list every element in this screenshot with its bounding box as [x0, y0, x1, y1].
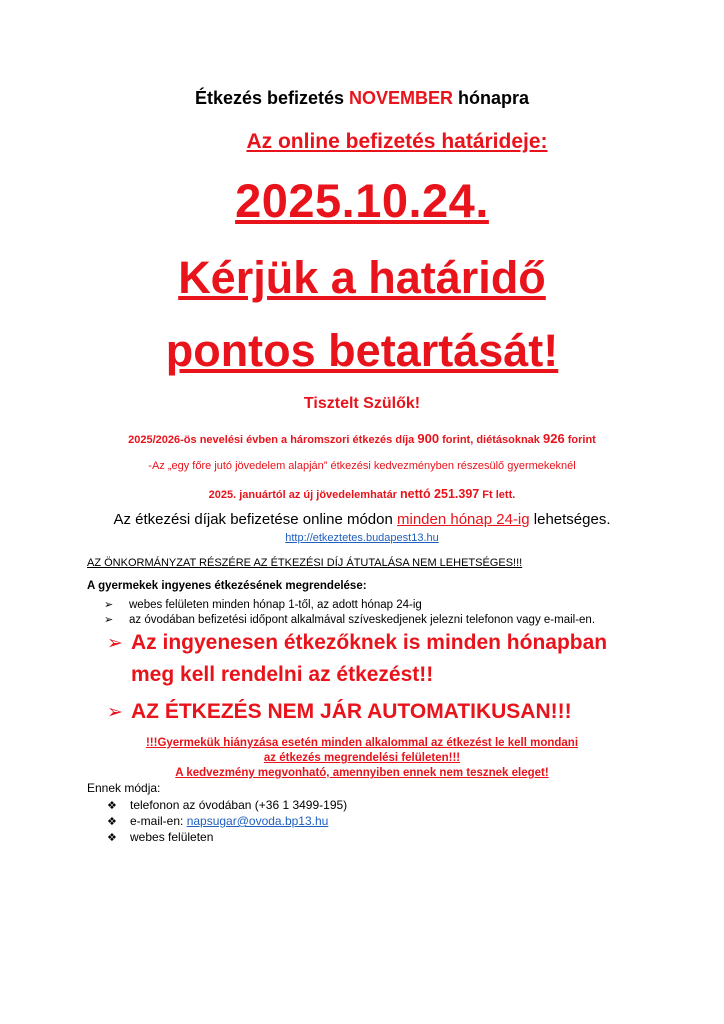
income-threshold	[0, 487, 724, 501]
method-item-email	[107, 814, 328, 828]
absence-warning-line-1: !!!Gyermekük hiányzása esetén minden alkalommal az étkezést le kell mondani	[145, 737, 579, 749]
price-text-2: forint, diétásoknak	[439, 434, 543, 446]
free-meal-bullet-text: webes felületen minden hónap 1-től, az adott hónap 24-ig	[129, 599, 422, 611]
request-line-1: Kérjük a határidő	[178, 252, 546, 303]
method-web-text: webes felületen	[130, 830, 214, 844]
absence-warning-line-2: az étkezés megrendelési felületen!!!	[263, 752, 461, 764]
method-heading: Ennek módja:	[87, 781, 161, 795]
free-meal-bullet-text: az óvodában befizetési időpont alkalmával szíveskedjenek jelezni telefonon vagy e-mail-en.	[129, 614, 596, 626]
method-item-phone	[107, 798, 347, 812]
four-diamond-bullet-icon: ❖	[107, 832, 117, 844]
arrowhead-bullet-icon: ➢	[104, 599, 114, 611]
order-required-line-1: Az ingyenesen étkezőknek is minden hónapban	[131, 631, 608, 654]
method-phone-text: telefonon az óvodában (+36 1 3499-195)	[130, 798, 348, 812]
request-line-2: pontos betartását!	[165, 325, 559, 376]
deadline-heading: Az online befizetés határideje:	[246, 130, 548, 153]
payment-url-link[interactable]: http://etkeztetes.budapest13.hu	[285, 532, 439, 544]
price-normal: 900	[417, 431, 440, 446]
payment-deadline: minden hónap 24-ig	[397, 511, 530, 528]
title-prefix: Étkezés befizetés	[194, 88, 350, 108]
discount-revoke-warning: A kedvezmény megvonható, amennyiben ennek nem tesznek eleget!	[175, 767, 549, 779]
arrowhead-bullet-icon: ➢	[107, 633, 123, 654]
four-diamond-bullet-icon: ❖	[107, 800, 117, 812]
method-email-prefix: e-mail-en:	[130, 814, 187, 828]
title-month: NOVEMBER	[349, 88, 454, 108]
price-info	[0, 431, 724, 446]
four-diamond-bullet-icon: ❖	[107, 816, 117, 828]
greeting: Tisztelt Szülők!	[303, 395, 421, 412]
price-text-3: forint	[564, 434, 596, 446]
threshold-value: nettó 251.397	[400, 487, 480, 501]
payment-url-line	[0, 532, 724, 544]
payment-info	[0, 511, 724, 528]
free-meal-heading: A gyermekek ingyenes étkezésének megrendelése:	[87, 580, 367, 592]
arrowhead-bullet-icon: ➢	[107, 702, 123, 723]
transfer-warning: AZ ÖNKORMÁNYZAT RÉSZÉRE AZ ÉTKEZÉSI DÍJ ÁTUTALÁSA NEM LEHETSÉGES!!!	[87, 557, 523, 569]
not-automatic-bullet	[107, 697, 572, 728]
payment-text-1: Az étkezési díjak befizetése online módon	[113, 511, 397, 528]
order-required-bullet	[107, 628, 607, 659]
price-diet: 926	[542, 431, 565, 446]
deadline-date: 2025.10.24.	[235, 174, 489, 227]
discount-note: -Az „egy főre jutó jövedelem alapján” étkezési kedvezményben részesülő gyermekeknél	[148, 460, 576, 472]
free-meal-bullet	[104, 613, 595, 626]
email-link[interactable]: napsugar@ovoda.bp13.hu	[186, 814, 329, 828]
price-text-1: 2025/2026-ös nevelési évben a háromszori étkezés díja	[128, 434, 418, 446]
method-item-web	[107, 830, 213, 844]
title-suffix: hónapra	[453, 88, 530, 108]
threshold-text-1: 2025. januártól az új jövedelemhatár	[208, 489, 401, 501]
arrowhead-bullet-icon: ➢	[104, 614, 114, 626]
payment-text-2: lehetséges.	[529, 511, 611, 528]
not-automatic-text: AZ ÉTKEZÉS NEM JÁR AUTOMATIKUSAN!!!	[131, 700, 572, 723]
free-meal-bullet	[104, 598, 422, 611]
threshold-text-2: Ft lett.	[479, 489, 516, 501]
notice-title	[0, 88, 724, 109]
order-required-line-2: meg kell rendelni az étkezést!!	[131, 663, 434, 686]
